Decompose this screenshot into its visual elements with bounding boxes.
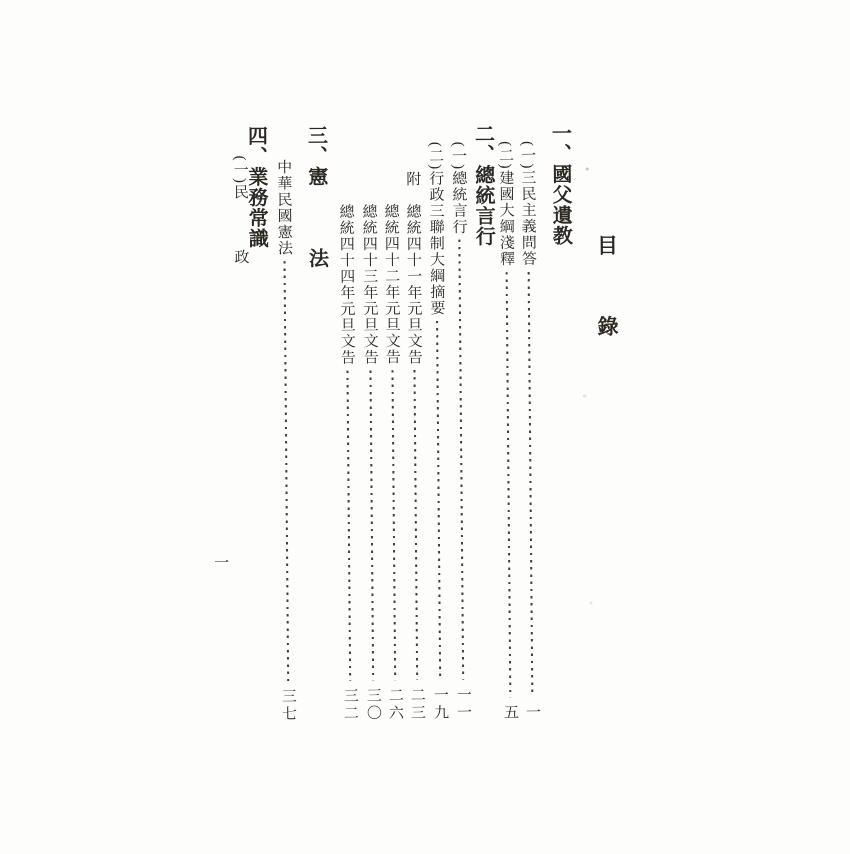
toc-entry-page: 二六	[386, 687, 404, 723]
dotted-leader	[346, 371, 351, 681]
toc-entry-label: 總統四十四年元旦文告	[337, 203, 355, 366]
toc-entry-page: 三二	[341, 687, 359, 723]
toc-entry-page: 一	[523, 703, 541, 722]
toc-entry	[334, 204, 363, 723]
toc-entry-page: 一一	[454, 686, 472, 722]
toc-heading-3: 三、憲 法	[304, 124, 328, 269]
toc-heading-1: 一、國父遺教	[548, 122, 572, 246]
toc-heading-2: 二、總統言行	[471, 123, 495, 247]
dotted-leader	[506, 272, 512, 697]
dotted-leader	[369, 370, 374, 680]
toc-entry-page: 五	[501, 703, 519, 722]
toc-heading-4: 四、業務常識	[244, 125, 268, 249]
toc-entry-label: 附 總統四十一年元旦文告	[404, 170, 422, 366]
toc-entry-page: 一九	[431, 686, 449, 722]
toc-entry-label: (一)總統言行	[449, 141, 467, 236]
dotted-leader	[283, 261, 289, 681]
dotted-leader	[528, 272, 534, 697]
toc-title: 目錄	[594, 234, 620, 397]
scan-speck	[583, 395, 587, 398]
dotted-leader	[391, 370, 396, 680]
dotted-leader	[458, 240, 464, 680]
toc-entry-label: (二)建國大綱淺釋	[496, 141, 515, 268]
dotted-leader	[436, 321, 441, 680]
toc-entry	[272, 159, 301, 723]
dotted-leader	[413, 370, 418, 680]
scan-speck	[590, 602, 593, 605]
toc-entry-page: 三七	[279, 688, 297, 724]
toc-entry-label: 中華民國憲法	[275, 159, 292, 257]
toc-entry-label: 總統四十三年元旦文告	[360, 203, 378, 366]
toc-entry-page: 二三	[408, 686, 426, 723]
toc-subheading: (一)民 政	[231, 155, 249, 266]
toc-entry-label: (一)三民主義問答	[518, 140, 537, 267]
toc-entry-label: (二)行政三聯制大綱摘要	[426, 141, 445, 317]
toc-entry-page: 三〇	[364, 687, 382, 723]
folio-page-number: 一	[214, 555, 230, 572]
toc-entry-label: 總統四十二年元旦文告	[382, 203, 400, 366]
scan-speck	[586, 168, 589, 171]
